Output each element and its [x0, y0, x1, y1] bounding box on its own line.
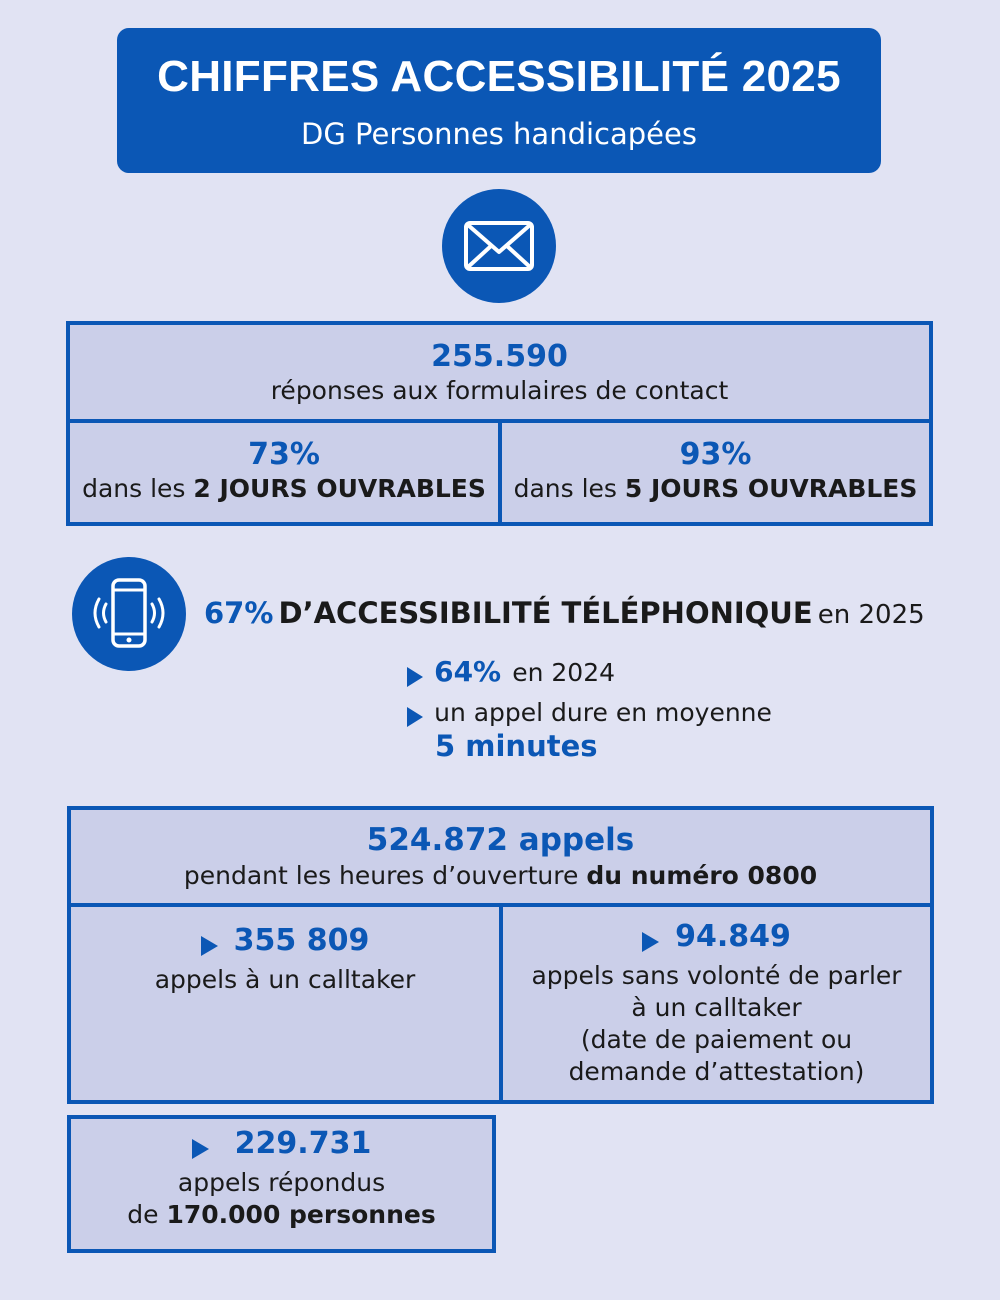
contact-2-days-pct: 73% — [248, 437, 320, 472]
phone-year: en 2025 — [817, 600, 925, 630]
calltaker-calls-value: 355 809 — [233, 923, 370, 958]
triangle-right-icon — [407, 667, 423, 687]
contact-5-days-label: 5 JOURS OUVRABLES — [624, 474, 918, 503]
avg-call-label: un appel dure en moyenne — [434, 698, 772, 727]
calls-total-prefix: pendant les heures d’ouverture — [183, 861, 587, 890]
phone-ringing-icon — [72, 557, 186, 671]
prev-year-pct: 64% — [434, 655, 502, 688]
avg-call-duration: 5 minutes — [435, 729, 598, 763]
answered-calls — [71, 1125, 492, 1231]
phone-accessibility-headline — [204, 596, 925, 630]
title-banner — [117, 28, 881, 173]
no-calltaker-line: demande d’attestation) — [568, 1057, 865, 1086]
calls-total-label: du numéro 0800 — [586, 861, 818, 890]
contact-stats-box — [66, 321, 933, 526]
triangle-right-icon — [201, 936, 218, 956]
prev-year-label: en 2024 — [512, 658, 616, 687]
answered-calls-prefix: de — [127, 1200, 167, 1229]
triangle-right-icon — [642, 932, 659, 952]
page-title: CHIFFRES ACCESSIBILITÉ 2025 — [157, 52, 841, 101]
no-calltaker-calls — [503, 918, 930, 1088]
envelope-icon — [442, 189, 556, 303]
no-calltaker-line: appels sans volonté de parler — [531, 961, 902, 990]
triangle-right-icon — [407, 707, 423, 727]
contact-5-days-prefix: dans les — [513, 474, 625, 503]
page-subtitle: DG Personnes handicapées — [301, 117, 697, 151]
contact-total-value: 255.590 — [431, 339, 568, 374]
calls-total — [71, 820, 930, 892]
calltaker-calls — [71, 922, 499, 996]
calls-total-value: 524.872 appels — [366, 822, 635, 858]
answered-calls-box — [67, 1115, 496, 1253]
answered-calls-label: appels répondus — [177, 1168, 386, 1197]
phone-label: D’ACCESSIBILITÉ TÉLÉPHONIQUE — [278, 596, 813, 630]
contact-total — [70, 339, 929, 407]
phone-pct: 67% — [204, 596, 274, 630]
contact-total-label: réponses aux formulaires de contact — [270, 376, 729, 405]
contact-5-days-pct: 93% — [679, 437, 752, 472]
contact-2-days-label: 2 JOURS OUVRABLES — [193, 474, 486, 503]
answered-calls-value: 229.731 — [234, 1126, 372, 1161]
no-calltaker-line: (date de paiement ou — [580, 1025, 853, 1054]
calls-stats-box — [67, 806, 934, 1104]
contact-2-days — [70, 437, 498, 505]
list-item — [407, 655, 615, 688]
calltaker-calls-label: appels à un calltaker — [154, 965, 416, 994]
contact-5-days — [502, 437, 929, 505]
no-calltaker-calls-value: 94.849 — [675, 919, 791, 954]
no-calltaker-line: à un calltaker — [631, 993, 802, 1022]
triangle-right-icon — [192, 1139, 209, 1159]
list-item — [407, 698, 772, 763]
answered-persons: 170.000 personnes — [166, 1200, 436, 1229]
contact-2-days-prefix: dans les — [82, 474, 194, 503]
